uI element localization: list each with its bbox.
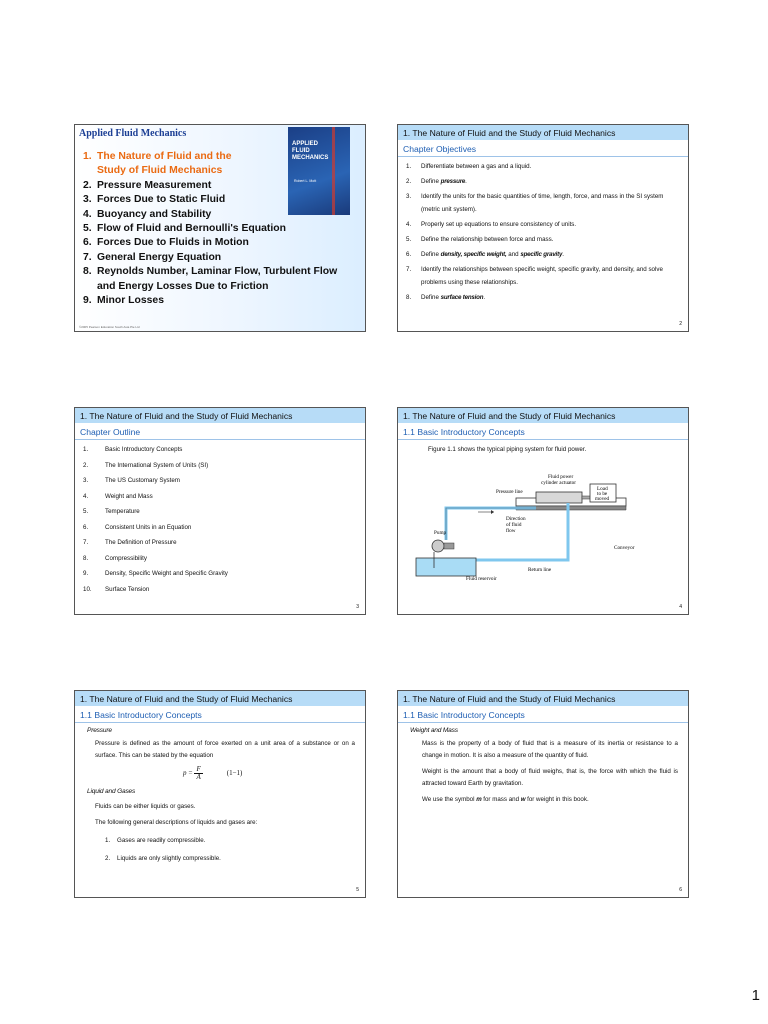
contents-item: 7. General Energy Equation <box>83 251 222 263</box>
copyright: ©2005 Pearson Education South Asia Pte Ltd <box>79 325 140 329</box>
slide-subtitle: Chapter Outline <box>75 423 365 440</box>
list-item: 9. Density, Specific Weight and Specific Gravity <box>83 570 228 577</box>
list-item: 8. Compressibility <box>83 554 147 562</box>
list-item: 10. Surface Tension <box>83 585 150 593</box>
slide-2 <box>397 124 689 332</box>
label-pump: Pump <box>434 530 447 536</box>
list-item: 3. The US Customary System <box>83 477 180 484</box>
paragraph: We use the symbol m for mass and w for weight in this book. <box>422 796 589 803</box>
list-item: 1. Basic Introductory Concepts <box>83 446 183 453</box>
slide-page-number: 3 <box>356 604 359 610</box>
objectives-list <box>398 160 688 304</box>
pressure-equation: p = $\frac{F}{A}$ (1−1) <box>183 764 243 781</box>
contents-item: 2. Pressure Measurement <box>83 179 212 191</box>
list-item: 6. Consistent Units in an Equation <box>83 523 192 531</box>
section-heading: Weight and Mass <box>410 727 458 734</box>
label-return-line: Return line <box>528 567 552 573</box>
slide-subtitle: Chapter Objectives <box>398 140 688 157</box>
list-item: 6. Define density, specific weight, and specific gravity. <box>406 251 564 258</box>
list-item: 1. Differentiate between a gas and a liquid. <box>406 163 532 170</box>
paragraph: Mass is the property of a body of fluid that is a measure of its inertia or resistance to a change in motion. It is also a measure of the quantity of fluid. <box>422 740 678 759</box>
paragraph: Weight is the amount that a body of fluid weighs, that is, the force with which the fluid is attracted toward Earth by gravitation. <box>422 768 678 787</box>
list-item: 4. Weight and Mass <box>83 492 153 500</box>
label-direction: Direction <box>506 516 526 522</box>
slide-header: 1. The Nature of Fluid and the Study of Fluid Mechanics <box>75 691 365 706</box>
paragraph: Fluids can be either liquids or gases. <box>95 803 196 810</box>
slide-page-number: 4 <box>679 604 682 610</box>
fluid-reservoir <box>416 558 476 576</box>
contents-item: 1. The Nature of Fluid and the <box>83 151 232 162</box>
section-heading: Liquid and Gases <box>87 788 136 795</box>
piping-system-diagram <box>398 468 689 608</box>
list-item: 2. The International System of Units (SI) <box>83 461 209 469</box>
list-item: 7. The Definition of Pressure <box>83 539 177 546</box>
paragraph: Pressure is defined as the amount of force exerted on a unit area of a substance or on a surface. This can be stated by the equation <box>95 740 355 759</box>
pump <box>432 540 444 552</box>
slide-page-number: 5 <box>356 887 359 893</box>
list-item: 4. Properly set up equations to ensure consistency of units. <box>406 221 577 228</box>
label-cylinder: Fluid power <box>548 474 574 480</box>
book-title: APPLIED FLUID MECHANICS <box>292 141 329 161</box>
label-direction-2: of fluid <box>506 522 522 528</box>
list-item: 1. Gases are readily compressible. <box>105 837 206 844</box>
contents-item: 4. Buoyancy and Stability <box>83 208 212 220</box>
slide-header: 1. The Nature of Fluid and the Study of Fluid Mechanics <box>398 691 688 706</box>
slide-subtitle: 1.1 Basic Introductory Concepts <box>398 423 688 440</box>
contents-item: 6. Forces Due to Fluids in Motion <box>83 237 249 249</box>
slide-subtitle: 1.1 Basic Introductory Concepts <box>398 706 688 723</box>
slide-5 <box>74 690 366 898</box>
contents-item: 9. Minor Losses <box>83 295 164 307</box>
slide-page-number: 6 <box>679 887 682 893</box>
pump-motor <box>444 543 454 549</box>
list-item: 5. Temperature <box>83 508 140 515</box>
document-page-number: 1 <box>751 987 760 1004</box>
list-item: 2. Liquids are only slightly compressible. <box>105 855 221 862</box>
label-reservoir: Fluid reservoir <box>466 576 497 582</box>
contents-item: 3. Forces Due to Static Fluid <box>83 194 226 206</box>
list-item: 7. Identify the relationships between specific weight, specific gravity, and density, and solve problems using these relationships. <box>406 266 663 286</box>
list-item: 5. Define the relationship between force and mass. <box>406 236 554 243</box>
list-item: 8. Define surface tension. <box>406 294 486 301</box>
outline-list <box>75 445 365 594</box>
book-cover-image <box>288 127 350 215</box>
cover-stripe <box>332 127 335 215</box>
label-direction-3: flow <box>506 528 516 534</box>
paragraph: The following general descriptions of liquids and gases are: <box>95 819 258 826</box>
slide-page-number: 2 <box>679 321 682 327</box>
slide-header: 1. The Nature of Fluid and the Study of Fluid Mechanics <box>398 125 688 140</box>
slide-1-title: Applied Fluid Mechanics <box>79 128 187 139</box>
contents-item: and Energy Losses Due to Friction <box>97 280 269 292</box>
figure-caption: Figure 1.1 shows the typical piping system for fluid power. <box>428 446 587 453</box>
book-author: Robert L. Mott <box>294 179 317 183</box>
label-conveyor: Conveyor <box>614 545 635 551</box>
contents-item: 8. Reynolds Number, Laminar Flow, Turbulent Flow <box>83 266 338 278</box>
slide-1 <box>74 124 366 332</box>
slide-header: 1. The Nature of Fluid and the Study of Fluid Mechanics <box>75 408 365 423</box>
label-load-2: to be <box>597 491 608 497</box>
contents-item: 5. Flow of Fluid and Bernoulli's Equation <box>83 223 286 235</box>
label-load-3: moved <box>595 496 610 502</box>
slide-3 <box>74 407 366 615</box>
slide-subtitle: 1.1 Basic Introductory Concepts <box>75 706 365 723</box>
section-heading: Pressure <box>87 727 112 734</box>
label-cylinder-2: cylinder actuator <box>541 480 576 486</box>
slide-header: 1. The Nature of Fluid and the Study of Fluid Mechanics <box>398 408 688 423</box>
label-load: Load <box>597 486 608 492</box>
slide-4 <box>397 407 689 615</box>
label-pressure-line: Pressure line <box>496 489 523 495</box>
list-item: 3. Identify the units for the basic quantities of time, length, force, and mass in the SI system (metric unit system). <box>406 193 664 213</box>
contents-item: Study of Fluid Mechanics <box>97 165 223 177</box>
list-item: 2. Define pressure. <box>406 178 467 185</box>
slide-6 <box>397 690 689 898</box>
cylinder-actuator <box>536 492 582 503</box>
